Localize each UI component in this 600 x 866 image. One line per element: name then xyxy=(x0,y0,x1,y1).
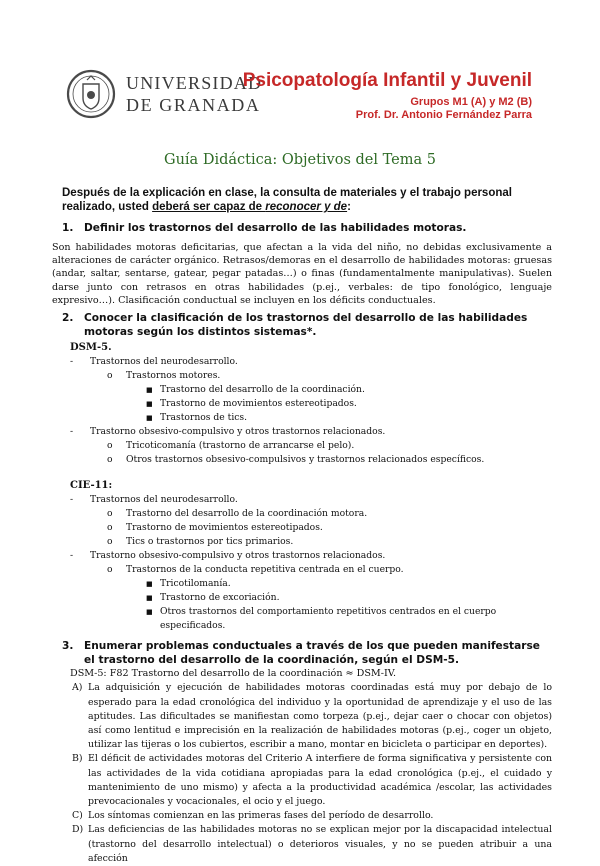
list-item-text: Trastornos motores. xyxy=(126,370,221,382)
bullet-marker: - xyxy=(70,494,74,506)
criterion-key: A) xyxy=(72,682,83,694)
list-item-text: Otros trastornos obsesivo-compulsivos y trastornos relacionados específicos. xyxy=(126,454,485,466)
list-item xyxy=(52,521,552,535)
bullet-marker: ■ xyxy=(146,386,153,395)
list-item-text: Otros trastornos del comportamiento repetitivos centrados en el cuerpo especificados. xyxy=(160,606,497,632)
bullet-marker: o xyxy=(107,564,113,576)
bullet-marker: - xyxy=(70,550,74,562)
list-item-text: Trastornos del neurodesarrollo. xyxy=(90,494,238,506)
list-item xyxy=(52,439,552,453)
course-groups: Grupos M1 (A) y M2 (B) xyxy=(410,96,532,108)
list-item-text: Trastornos del neurodesarrollo. xyxy=(90,356,238,368)
list-item xyxy=(52,411,552,425)
intro-italic-text: reconocer y de xyxy=(265,201,348,213)
bullet-marker: - xyxy=(70,426,74,438)
section-title: Conocer la clasificación de los trastornos del desarrollo de las habilidades motoras según los distintos sistemas*. xyxy=(84,312,528,339)
section-title: Enumerar problemas conductuales a través de los que pueden manifestarse el trastorno del desarrollo de la coordinación, según el DSM-5. xyxy=(84,640,540,667)
section-1-paragraph: Son habilidades motoras deficitarias, que afectan a la vida del niño, no debidas exclusivamente a alteraciones de carácter orgánico. Retrasos/demoras en el desarrollo de habilidades motoras: gruesas (andar, saltar, sentarse, gatear, pegar patadas…) o finas (fundamentalmente manipulativas). Suelen darse junto con retrasos en otras habilidades (p.ej., verbales: de tipo fonológico, lenguaje expresivo…). Clasificación conductual se incluyen en los déficits conductuales. xyxy=(52,242,552,306)
bullet-marker: - xyxy=(70,356,74,368)
university-seal-logo xyxy=(66,68,116,120)
cie-label: CIE-11: xyxy=(70,480,113,492)
list-item xyxy=(52,605,552,633)
intro-underlined-text: deberá ser capaz de xyxy=(152,201,266,213)
criterion-key: B) xyxy=(72,753,83,765)
guide-title: Guía Didáctica: Objetivos del Tema 5 xyxy=(164,152,436,168)
section-number: 3. xyxy=(62,640,74,653)
bullet-marker: ■ xyxy=(146,594,153,603)
list-item-text: Trastornos de tics. xyxy=(160,412,248,424)
list-item xyxy=(52,493,552,507)
bullet-marker: o xyxy=(107,454,113,466)
section-number: 2. xyxy=(62,312,74,325)
list-item-text: Trastorno del desarrollo de la coordinación. xyxy=(160,384,365,396)
list-item-text: Tricotilomanía. xyxy=(160,578,231,590)
list-item xyxy=(52,383,552,397)
list-item xyxy=(52,453,552,467)
section-2-heading xyxy=(62,311,552,339)
section-1-heading xyxy=(62,221,552,235)
list-item xyxy=(52,563,552,577)
course-professor: Prof. Dr. Antonio Fernández Parra xyxy=(355,109,532,121)
list-item-text: Trastornos de la conducta repetitiva centrada en el cuerpo. xyxy=(126,564,404,576)
criterion-key: D) xyxy=(72,824,84,836)
dsm-label: DSM-5. xyxy=(70,342,112,354)
list-item-text: Trastorno de movimientos estereotipados. xyxy=(160,398,357,410)
bullet-marker: o xyxy=(107,440,113,452)
list-item xyxy=(52,355,552,369)
list-item-text: Trastorno obsesivo-compulsivo y otros trastornos relacionados. xyxy=(90,550,386,562)
criterion-item xyxy=(72,809,552,823)
university-line-1: UNIVERSIDAD xyxy=(126,73,263,93)
section-3-heading xyxy=(62,639,552,667)
list-item-text: Tricoticomanía (trastorno de arrancarse el pelo). xyxy=(126,440,355,452)
list-item xyxy=(52,369,552,383)
university-line-2: DE GRANADA xyxy=(126,95,261,115)
bullet-marker: o xyxy=(107,508,113,520)
criterion-item xyxy=(72,681,552,752)
list-item xyxy=(52,425,552,439)
course-header xyxy=(243,70,532,121)
document-body xyxy=(52,186,552,866)
course-title: Psicopatología Infantil y Juvenil xyxy=(242,70,532,91)
intro-paragraph xyxy=(62,186,552,214)
list-item xyxy=(52,549,552,563)
bullet-marker: ■ xyxy=(146,580,153,589)
bullet-marker: o xyxy=(107,536,113,548)
dsm-criteria-line: DSM-5: F82 Trastorno del desarrollo de la coordinación ≈ DSM-IV. xyxy=(70,668,397,680)
bullet-marker: ■ xyxy=(146,400,153,409)
list-item-text: Trastorno del desarrollo de la coordinación motora. xyxy=(126,508,368,520)
bullet-marker: o xyxy=(107,370,113,382)
list-item-text: Trastorno obsesivo-compulsivo y otros trastornos relacionados. xyxy=(90,426,386,438)
bullet-marker: o xyxy=(107,522,113,534)
list-item xyxy=(52,507,552,521)
criterion-item xyxy=(72,823,552,866)
criterion-text: Los síntomas comienzan en las primeras fases del período de desarrollo. xyxy=(88,810,434,822)
section-number: 1. xyxy=(62,222,74,234)
criterion-key: C) xyxy=(72,810,83,822)
criterion-text: La adquisición y ejecución de habilidades motoras coordinadas está muy por debajo de lo esperado para la edad cronológica del individuo y la oportunidad de aprendizaje y el uso de las aptitudes. Las dificultades se manifiestan como torpeza (p.ej., dejar caer o chocar con objetos) así como lentitud e imprecisión en la realización de habilidades motoras (p.ej., coger un objeto, utilizar las tijeras o los cubiertos, escribir a mano, montar en bicicleta o participar en deportes). xyxy=(88,682,552,751)
list-item-text: Tics o trastornos por tics primarios. xyxy=(126,536,294,548)
criterion-item xyxy=(72,752,552,809)
list-item-text: Trastorno de movimientos estereotipados. xyxy=(126,522,323,534)
criterion-text: Las deficiencias de las habilidades motoras no se explican mejor por la discapacidad intelectual (trastorno del desarrollo intelectual) o deterioros visuales, y no se pueden atribuir a una afección xyxy=(88,824,552,864)
cie-classification-list xyxy=(52,493,552,633)
list-item-text: Trastorno de excoriación. xyxy=(160,592,280,604)
intro-text: Después de la explicación en clase, la consulta de materiales y el trabajo personal realizado, usted xyxy=(62,187,512,213)
intro-colon: : xyxy=(347,201,351,213)
bullet-marker: ■ xyxy=(146,414,153,423)
section-title: Definir los trastornos del desarrollo de las habilidades motoras. xyxy=(84,222,467,234)
intro-underlined xyxy=(152,201,347,213)
list-item xyxy=(52,591,552,605)
bullet-marker: ■ xyxy=(146,608,153,617)
criteria-list xyxy=(52,681,552,866)
criterion-text: El déficit de actividades motoras del Criterio A interfiere de forma significativa y persistente con las actividades de la vida cotidiana apropiadas para la edad cronológica (p.ej., el cuidado y mantenimiento de uno mismo) y afecta a la productividad académica /escolar, las actividades prevocacionales y vocacionales, el ocio y el juego. xyxy=(88,753,552,808)
list-item xyxy=(52,577,552,591)
list-item xyxy=(52,397,552,411)
dsm-classification-list xyxy=(52,355,552,467)
list-item xyxy=(52,535,552,549)
